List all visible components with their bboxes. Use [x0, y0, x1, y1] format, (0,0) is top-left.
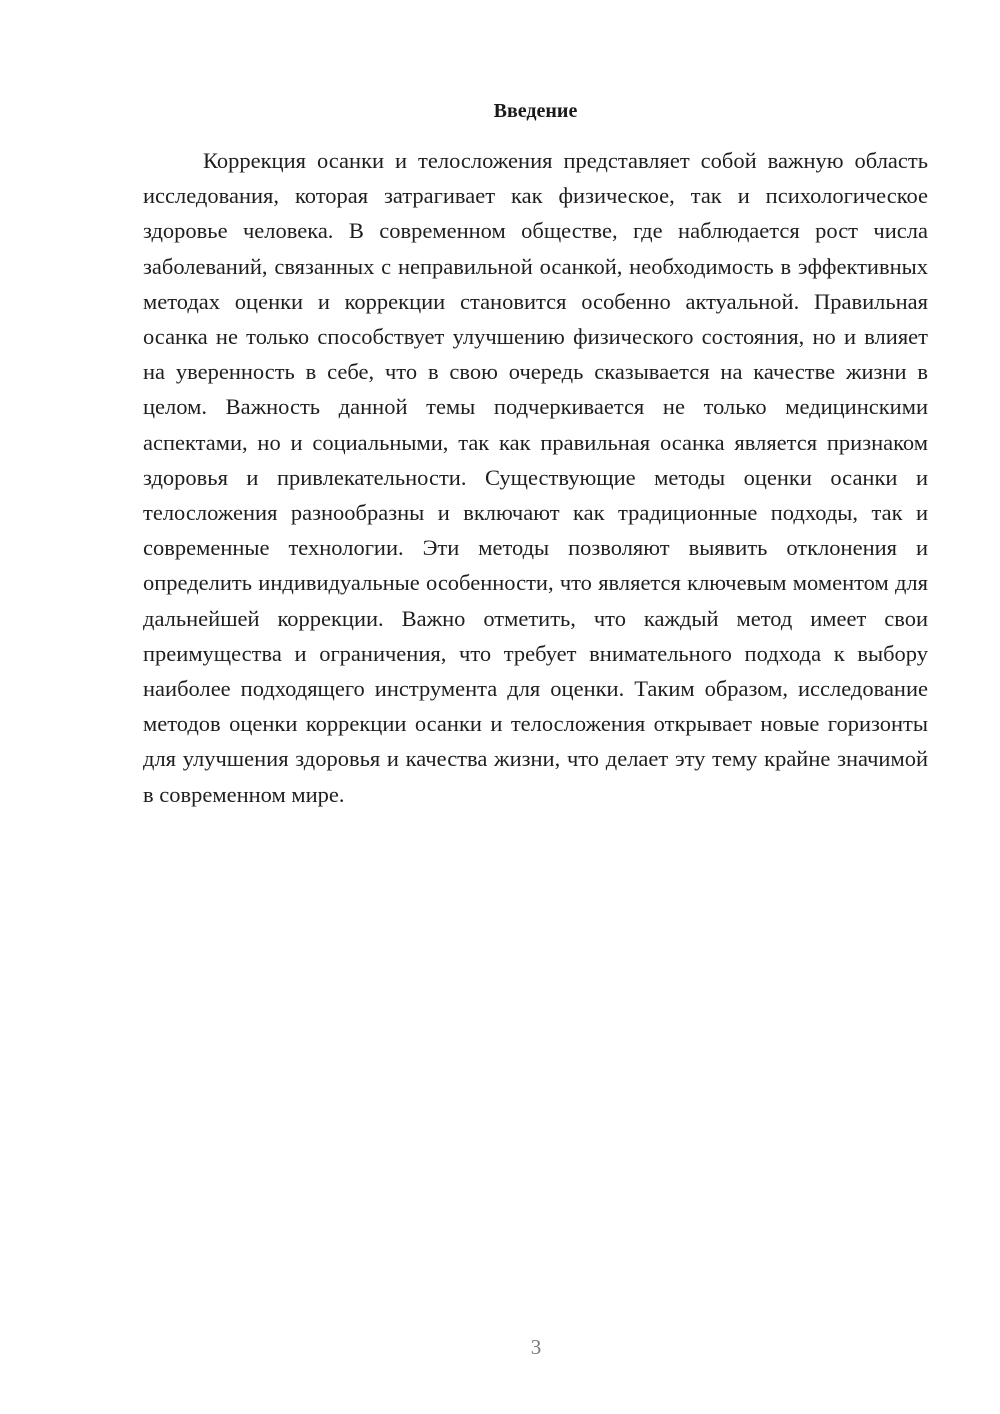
section-heading: Введение	[493, 100, 578, 122]
body-paragraph: Коррекция осанки и телосложения представляет собой важную область исследования, которая затрагивает как физическое, так и психологическое здоровье человека. В современном обществе, где наблюдается рост числа заболеваний, связанных с неправильной осанкой, необходимость в эффективных методах оценки и коррекции становится особенно актуальной. Правильная осанка не только способствует улучшению физического состояния, но и влияет на уверенность в себе, что в свою очередь сказывается на качестве жизни в целом. Важность данной темы подчеркивается не только медицинскими аспектами, но и социальными, так как правильная осанка является признаком здоровья и привлекательности. Существующие методы оценки осанки и телосложения разнообразны и включают как традиционные подходы, так и современные технологии. Эти методы позволяют выявить отклонения и определить индивидуальные особенности, что является ключевым моментом для дальнейшей коррекции. Важно отметить, что каждый метод имеет свои преимущества и ограничения, что требует внимательного подхода к выбору наиболее подходящего инструмента для оценки. Таким образом, исследование методов оценки коррекции осанки и телосложения открывает новые горизонты для улучшения здоровья и качества жизни, что делает эту тему крайне значимой в современном мире.	[143, 148, 928, 807]
page-number: 3	[530, 1335, 542, 1359]
